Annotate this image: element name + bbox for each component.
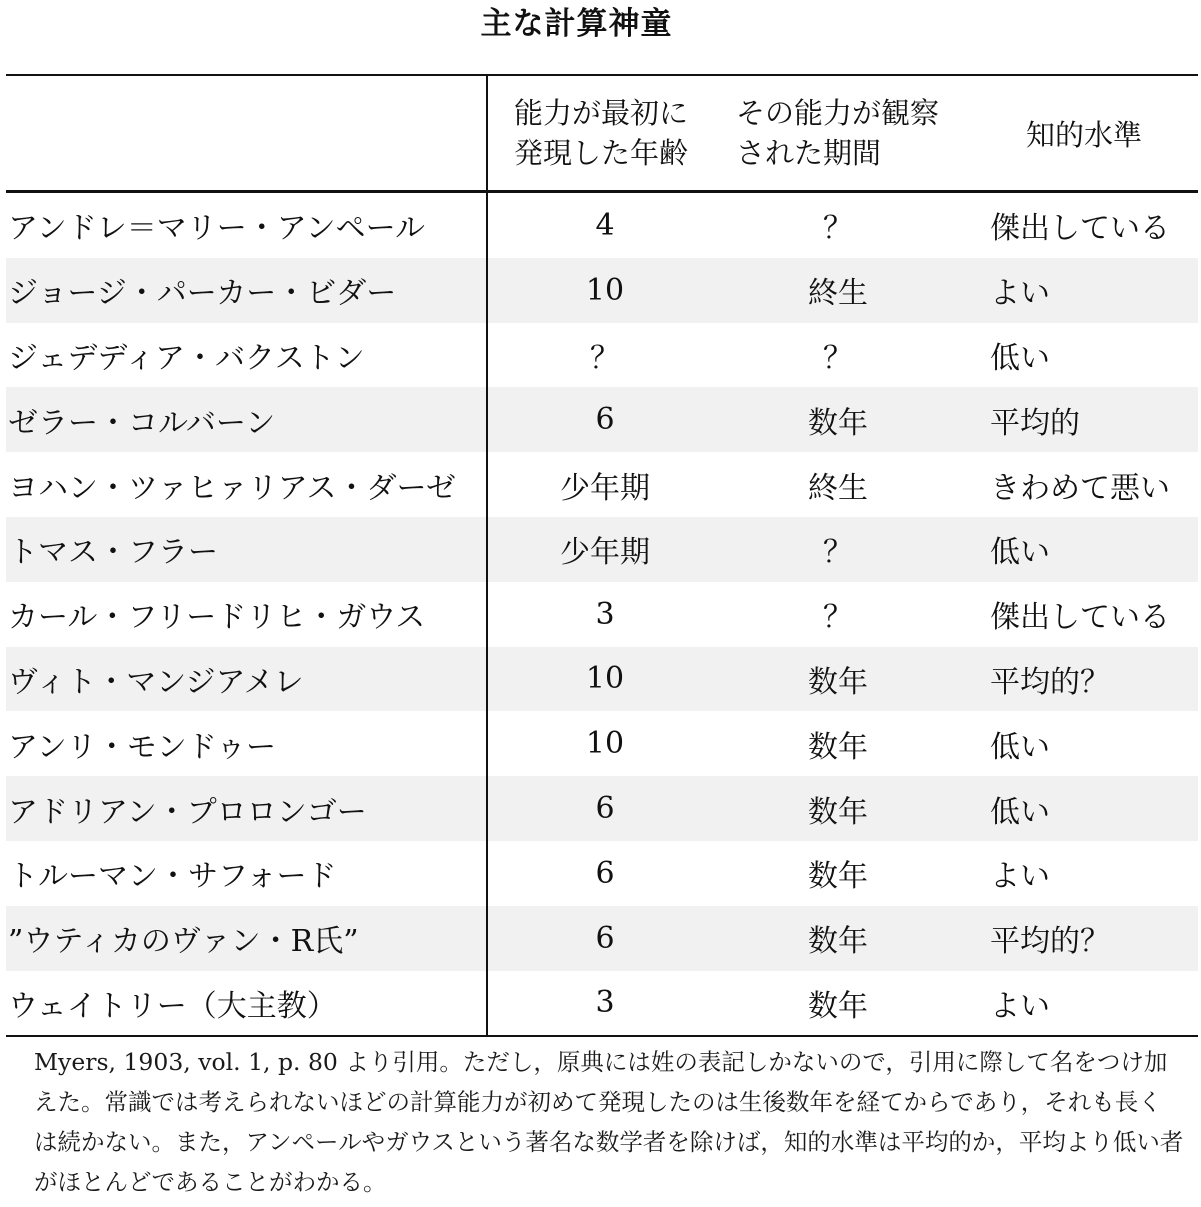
cell-period: 終生	[808, 470, 868, 506]
cell-age: 10	[585, 272, 625, 308]
cell-age: 少年期	[560, 470, 650, 506]
prodigies-table	[6, 74, 1198, 1037]
table-row	[6, 647, 1198, 712]
cell-age: 4	[595, 207, 615, 243]
cell-period: 数年	[808, 405, 868, 441]
cell-name: ジェデディア・バクストン	[6, 323, 488, 388]
cell-period: 数年	[808, 794, 868, 830]
header-iq: 知的水準	[1026, 117, 1143, 152]
cell-period: 数年	[808, 924, 868, 960]
header-age: 能力が最初に 発現した年齢	[514, 96, 689, 170]
table-row	[6, 582, 1198, 647]
cell-name: ヴィト・マンジアメレ	[6, 647, 488, 712]
cell-name: アンドレ＝マリー・アンペール	[6, 193, 488, 258]
cell-period: ？	[823, 340, 853, 376]
cell-iq: きわめて悪い	[990, 470, 1170, 506]
cell-name: ジョージ・パーカー・ビダー	[6, 258, 488, 323]
table-row	[6, 323, 1198, 388]
table-row	[6, 971, 1198, 1036]
cell-age: 3	[595, 985, 615, 1021]
cell-iq: 傑出している	[990, 211, 1170, 247]
cell-age: 6	[595, 402, 615, 438]
cell-name: ”ウティカのヴァン・R氏”	[6, 906, 488, 971]
cell-name: ヨハン・ツァヒァリアス・ダーゼ	[6, 452, 488, 517]
cell-period: ？	[823, 211, 853, 247]
header-period: その能力が観察 された期間	[736, 96, 940, 170]
table-row	[6, 776, 1198, 841]
cell-iq: 低い	[990, 535, 1050, 571]
table-row	[6, 452, 1198, 517]
table-row	[6, 711, 1198, 776]
table-row	[6, 258, 1198, 323]
cell-age: 少年期	[560, 535, 650, 571]
cell-age: 6	[595, 791, 615, 827]
cell-age: 3	[595, 596, 615, 632]
cell-iq: よい	[990, 859, 1050, 895]
cell-period: 数年	[808, 988, 868, 1024]
cell-iq: 低い	[990, 794, 1050, 830]
cell-name: ウェイトリー（大主教）	[6, 971, 488, 1036]
cell-age: ？	[590, 340, 620, 376]
table-title: 主な計算神童	[480, 6, 673, 42]
header-name	[6, 76, 488, 190]
cell-period: 数年	[808, 729, 868, 765]
table-row	[6, 517, 1198, 582]
cell-age: 10	[585, 726, 625, 762]
cell-iq: 低い	[990, 340, 1050, 376]
table-row	[6, 193, 1198, 258]
cell-period: ？	[823, 535, 853, 571]
cell-iq: 平均的？	[990, 924, 1110, 960]
cell-age: 6	[595, 920, 615, 956]
cell-iq: 平均的	[990, 405, 1080, 441]
cell-period: ？	[823, 600, 853, 636]
cell-name: トルーマン・サフォード	[6, 841, 488, 906]
cell-period: 終生	[808, 276, 868, 312]
cell-iq: よい	[990, 988, 1050, 1024]
cell-period: 数年	[808, 859, 868, 895]
cell-name: トマス・フラー	[6, 517, 488, 582]
cell-iq: 傑出している	[990, 600, 1170, 636]
cell-name: ゼラー・コルバーン	[6, 387, 488, 452]
table-row	[6, 841, 1198, 906]
cell-iq: 低い	[990, 729, 1050, 765]
cell-name: アドリアン・プロロンゴー	[6, 776, 488, 841]
table-footnote: Myers, 1903, vol. 1, p. 80 より引用。ただし，原典には姓の表記しかないので，引用に際して名をつけ加えた。常識では考えられないほどの計算能力が初めて発現したのは生後数年を経てからであり，それも長くは続かない。また，アンペールやガウスという著名な数学者を除けば，知的水準は平均的か，平均より低い者がほとんどであることがわかる。	[34, 1048, 1184, 1196]
cell-iq: よい	[990, 276, 1050, 312]
cell-name: アンリ・モンドゥー	[6, 711, 488, 776]
table-header-row	[6, 76, 1198, 193]
table-row	[6, 906, 1198, 971]
cell-name: カール・フリードリヒ・ガウス	[6, 582, 488, 647]
cell-period: 数年	[808, 664, 868, 700]
cell-age: 6	[595, 855, 615, 891]
cell-iq: 平均的？	[990, 664, 1110, 700]
cell-age: 10	[585, 661, 625, 697]
table-row	[6, 387, 1198, 452]
